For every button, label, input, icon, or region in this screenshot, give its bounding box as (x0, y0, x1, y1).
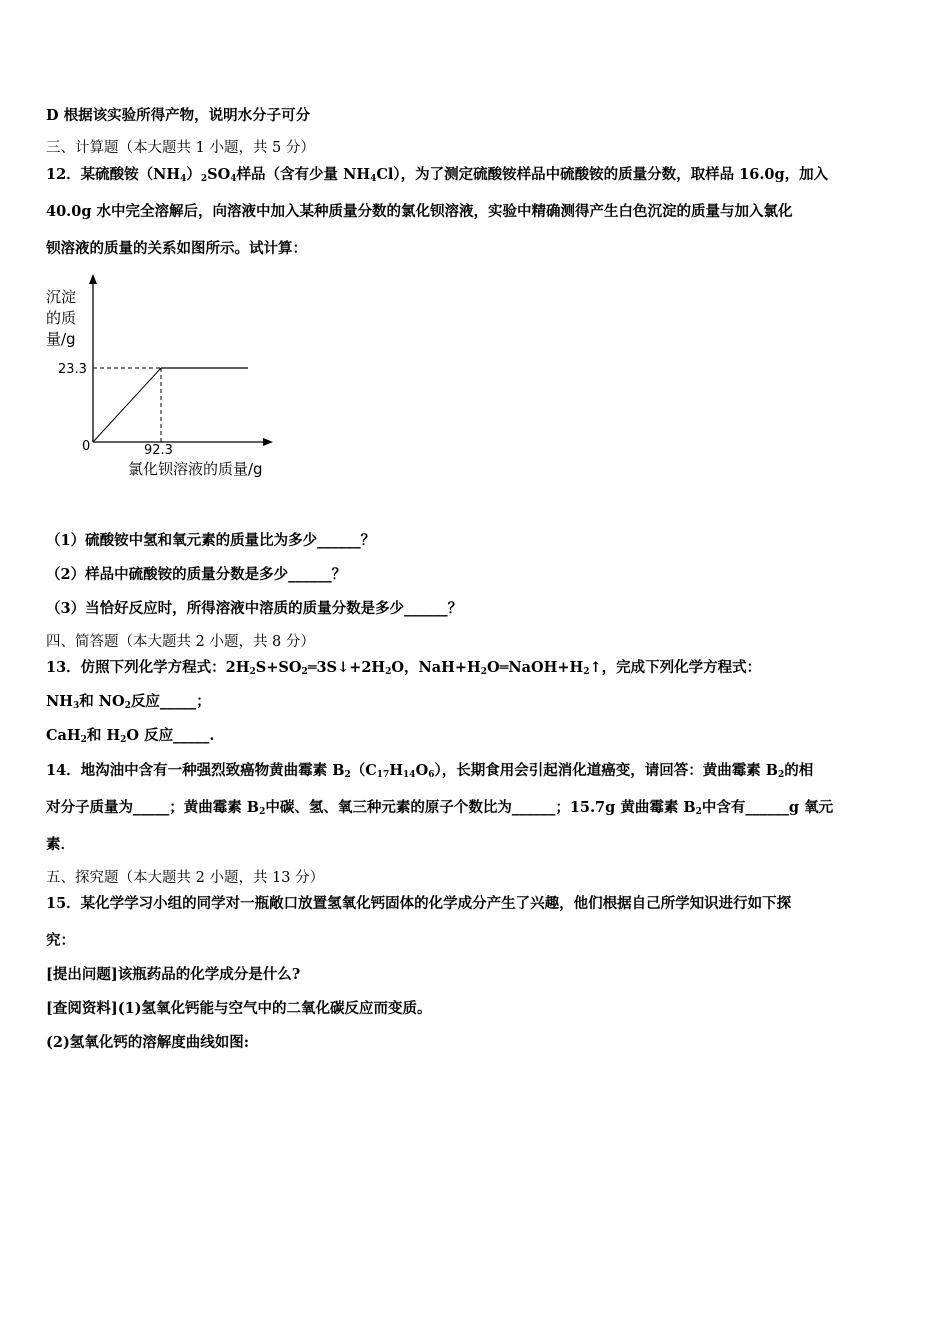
question-12-line-2: 40.0g 水中完全溶解后，向溶液中加入某种质量分数的氯化钡溶液，实验中精确测得产生白色沉淀的质量与加入氯化 (46, 203, 793, 220)
y-tick-label: 23.3 (58, 362, 87, 377)
question-12-line-3: 钡溶液的质量的关系如图所示。试计算： (46, 240, 307, 257)
question-12-line-1: 12．某硫酸铵$(NH_4)_2SO_4$样品（含有少量 $NH_4Cl$），为了测定硫酸铵样品中硫酸铵的质量分数，取样品 16.0g，加入 (46, 166, 829, 184)
y-axis-label-1: 沉淀 (46, 288, 77, 306)
question-15-line-1: 15．某化学学习小组的同学对一瓶敞口放置氢氧化钙固体的化学成分产生了兴趣，他们根据自己所学知识进行如下探 (46, 895, 792, 912)
question-12-part-2: （2）样品中硫酸铵的质量分数是多少______？ (46, 566, 347, 583)
reaction-line (93, 368, 161, 442)
question-15-line-2: 究： (46, 932, 75, 949)
question-13-part-2: CaH$_2$和 $H_2O$ 反应_____. (46, 727, 215, 745)
y-axis-label-3: 量/g (46, 330, 76, 348)
question-12-part-3: （3）当恰好反应时，所得溶液中溶质的质量分数是多少______？ (46, 600, 463, 617)
section-3-heading: 三、计算题（本大题共 1 小题，共 5 分） (46, 140, 315, 156)
question-13-part-1: $NH_3$和 $NO_2$反应_____； (46, 693, 211, 711)
option-d: D 根据该实验所得产物，说明水分子可分 (46, 107, 311, 124)
y-axis-label-2: 的质 (46, 309, 77, 327)
x-tick-label: 92.3 (144, 443, 173, 458)
section-4-heading: 四、简答题（本大题共 2 小题，共 8 分） (46, 634, 315, 650)
question-12-part-1: （1）硫酸铵中氢和氧元素的质量比为多少______？ (46, 532, 376, 549)
y-axis-arrow (89, 274, 97, 284)
question-14-line-1: 14．地沟油中含有一种强烈致癌物黄曲霉素 $B_2(C_{17}H_{14}O_6)$，长期食用会引起消化道癌变，请回答：黄曲霉素 $B_2$的相 (46, 762, 814, 780)
question-14-line-3: 素． (46, 836, 75, 853)
question-15-reference-1: [查阅资料](1)氢氧化钙能与空气中的二氧化碳反应而变质。 (46, 1000, 432, 1017)
x-axis-arrow (263, 438, 273, 446)
precipitate-graph (40, 270, 300, 490)
x-axis-label: 氯化钡溶液的质量/g (128, 460, 263, 478)
question-15-problem: [提出问题]该瓶药品的化学成分是什么? (46, 966, 301, 983)
question-13-line-1: 13．仿照下列化学方程式：$2H_2S+SO_2═3S↓+2H_2O$，$NaH+H_2O═NaOH+H_2↑$，完成下列化学方程式： (46, 659, 762, 677)
question-14-line-2: 对分子质量为_____；黄曲霉素 $B_2$中碳、氢、氧三种元素的原子个数比为______；15.7g 黄曲霉素 $B_2$中含有______g 氧元 (46, 799, 834, 817)
section-5-heading: 五、探究题（本大题共 2 小题，共 13 分） (46, 870, 325, 886)
question-15-reference-2: (2)氢氧化钙的溶解度曲线如图: (46, 1034, 250, 1051)
origin-label: 0 (82, 439, 91, 454)
